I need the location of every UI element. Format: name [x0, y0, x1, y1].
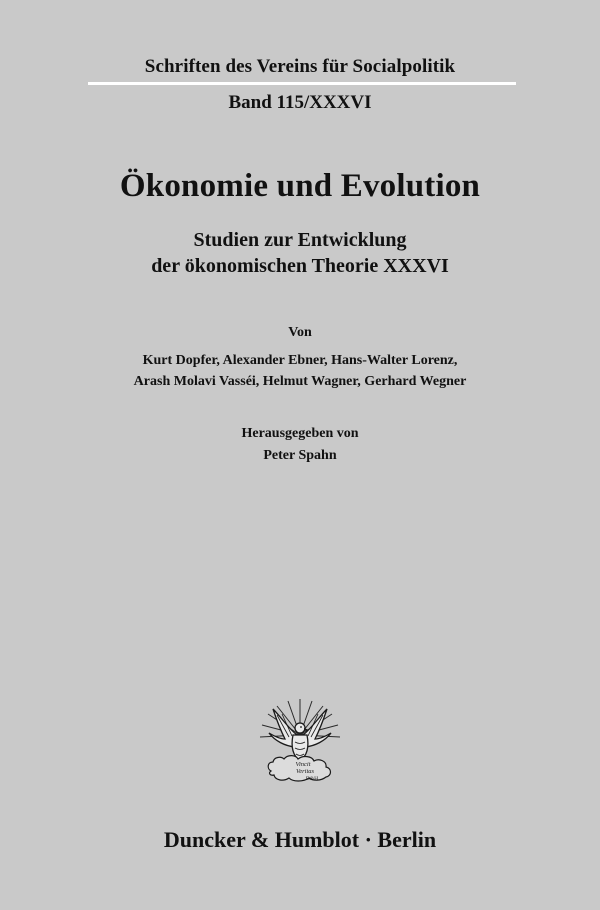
book-title: Ökonomie und Evolution [119, 168, 481, 204]
emblem-banner-line-1: Vincit [295, 761, 311, 768]
editor-label: Herausgegeben von [241, 426, 359, 441]
subtitle-line-1: Studien zur Entwicklung [193, 229, 407, 251]
publisher-imprint: Duncker & Humblot · Berlin [163, 827, 437, 852]
authors-line-2: Arash Molavi Vasséi, Helmut Wagner, Gerhard Wegner [133, 374, 467, 389]
series-rule [88, 82, 516, 85]
volume-number: Band 115/XXXVI [228, 92, 372, 113]
series-title: Schriften des Vereins für Socialpolitik [144, 56, 456, 77]
editor-name: Peter Spahn [263, 448, 337, 463]
emblem-banner-line-3: D&H [305, 776, 319, 782]
eagle-publisher-emblem-icon [255, 695, 345, 795]
authors-line-1: Kurt Dopfer, Alexander Ebner, Hans-Walter Lorenz, [142, 353, 458, 368]
subtitle-line-2: der ökonomischen Theorie XXXVI [151, 255, 449, 277]
emblem-banner-line-2: Veritas [295, 768, 315, 775]
by-label: Von [288, 325, 312, 340]
